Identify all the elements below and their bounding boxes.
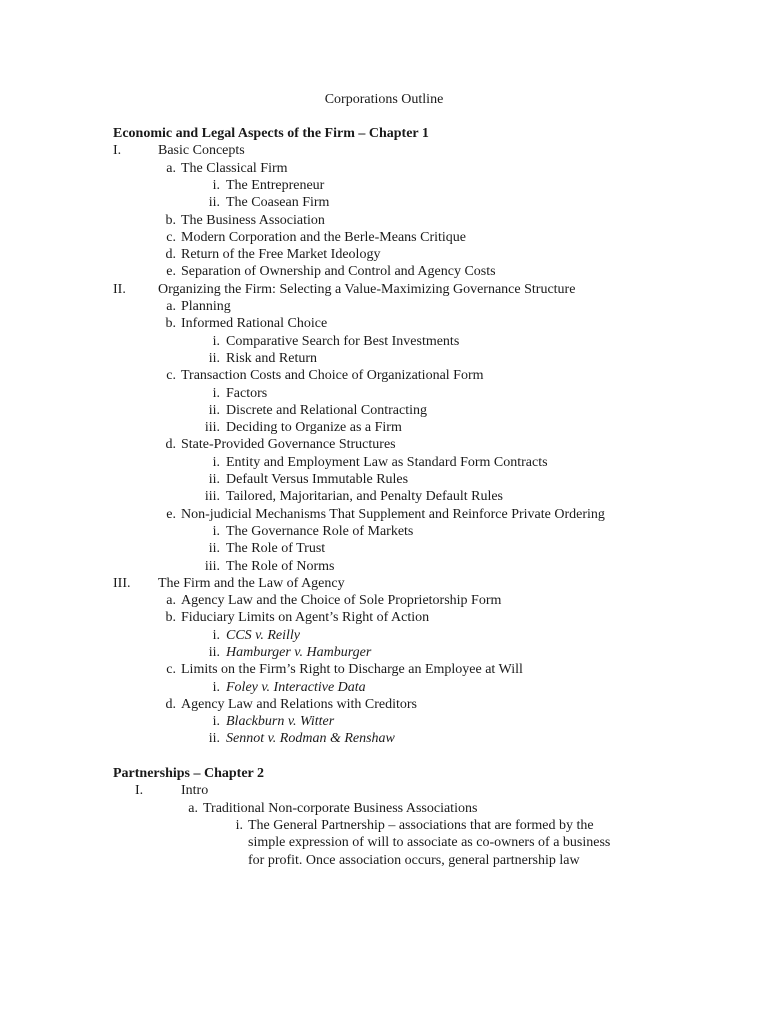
item-text: Informed Rational Choice	[181, 316, 328, 331]
section-title: Basic Concepts	[158, 143, 245, 158]
chapter-heading: Economic and Legal Aspects of the Firm – Chapter 1	[113, 126, 429, 141]
section-numeral: III.	[113, 576, 131, 591]
item-text: Limits on the Firm’s Right to Discharge an Employee at Will	[181, 662, 523, 677]
item-text: State-Provided Governance Structures	[181, 437, 396, 452]
item-text: Modern Corporation and the Berle-Means Critique	[181, 230, 466, 245]
item-text: Return of the Free Market Ideology	[181, 247, 381, 262]
document-title: Corporations Outline	[324, 92, 444, 107]
item-text: Agency Law and Relations with Creditors	[181, 697, 418, 712]
case-citation: Hamburger v. Hamburger	[226, 645, 372, 660]
subitem-numeral: i.	[212, 386, 220, 401]
item-letter: c.	[166, 662, 176, 677]
subitem-text: Default Versus Immutable Rules	[226, 472, 409, 487]
case-citation: Foley v. Interactive Data	[226, 680, 366, 695]
subitem-numeral: i.	[235, 818, 243, 833]
subitem-text: Discrete and Relational Contracting	[226, 403, 427, 418]
subitem-numeral: ii.	[208, 195, 220, 210]
subitem-text: Entity and Employment Law as Standard Form Contracts	[226, 455, 548, 470]
subitem-text: The Entrepreneur	[226, 178, 325, 193]
subitem-numeral: ii.	[208, 472, 220, 487]
item-text: Transaction Costs and Choice of Organizational Form	[181, 368, 484, 383]
subitem-text: The Coasean Firm	[226, 195, 330, 210]
subitem-text: Factors	[226, 386, 268, 401]
item-letter: d.	[165, 247, 176, 262]
subitem-numeral: ii.	[208, 731, 220, 746]
item-letter: e.	[166, 264, 176, 279]
section-numeral: II.	[113, 282, 126, 297]
item-text: Separation of Ownership and Control and Agency Costs	[181, 264, 496, 279]
item-text: Agency Law and the Choice of Sole Proprietorship Form	[181, 593, 502, 608]
subitem-numeral: i.	[212, 455, 220, 470]
subitem-text: The Governance Role of Markets	[226, 524, 414, 539]
chapter-heading: Partnerships – Chapter 2	[113, 766, 265, 781]
subitem-numeral: ii.	[208, 541, 220, 556]
subitem-numeral: ii.	[208, 351, 220, 366]
subitem-text: Tailored, Majoritarian, and Penalty Default Rules	[226, 489, 503, 504]
subitem-numeral: i.	[212, 680, 220, 695]
subitem-numeral: i.	[212, 334, 220, 349]
item-letter: a.	[166, 161, 176, 176]
case-citation: CCS v. Reilly	[226, 628, 300, 643]
subitem-text: Risk and Return	[226, 351, 317, 366]
case-citation: Sennot v. Rodman & Renshaw	[226, 731, 395, 746]
item-letter: a.	[166, 593, 176, 608]
item-letter: e.	[166, 507, 176, 522]
subitem-text-line: for profit. Once association occurs, general partnership law	[248, 853, 580, 868]
section-numeral: I.	[135, 783, 144, 798]
subitem-numeral: ii.	[208, 403, 220, 418]
item-letter: d.	[165, 697, 176, 712]
subitem-text: The Role of Norms	[226, 559, 335, 574]
section-title: Intro	[181, 783, 209, 798]
item-letter: c.	[166, 230, 176, 245]
item-letter: c.	[166, 368, 176, 383]
item-letter: b.	[165, 316, 176, 331]
subitem-numeral: i.	[212, 524, 220, 539]
item-text: Planning	[181, 299, 231, 314]
item-text: The Classical Firm	[181, 161, 288, 176]
item-letter: b.	[165, 610, 176, 625]
item-text: Non-judicial Mechanisms That Supplement and Reinforce Private Ordering	[181, 507, 605, 522]
section-numeral: I.	[113, 143, 122, 158]
subitem-text: Deciding to Organize as a Firm	[226, 420, 402, 435]
subitem-numeral: iii.	[204, 489, 220, 504]
subitem-numeral: i.	[212, 714, 220, 729]
section-title: Organizing the Firm: Selecting a Value-Maximizing Governance Structure	[158, 282, 576, 297]
item-text: The Business Association	[181, 213, 325, 228]
case-citation: Blackburn v. Witter	[226, 714, 335, 729]
subitem-numeral: ii.	[208, 645, 220, 660]
subitem-numeral: iii.	[204, 559, 220, 574]
subitem-text-line: simple expression of will to associate as co-owners of a business	[248, 835, 611, 850]
subitem-text-line: The General Partnership – associations that are formed by the	[248, 818, 594, 833]
subitem-numeral: i.	[212, 178, 220, 193]
item-letter: b.	[165, 213, 176, 228]
section-title: The Firm and the Law of Agency	[158, 576, 345, 591]
subitem-text: The Role of Trust	[226, 541, 326, 556]
item-letter: a.	[166, 299, 176, 314]
subitem-numeral: i.	[212, 628, 220, 643]
item-text: Traditional Non-corporate Business Associations	[203, 801, 478, 816]
subitem-numeral: iii.	[204, 420, 220, 435]
item-text: Fiduciary Limits on Agent’s Right of Action	[181, 610, 430, 625]
item-letter: a.	[188, 801, 198, 816]
item-letter: d.	[165, 437, 176, 452]
subitem-text: Comparative Search for Best Investments	[226, 334, 460, 349]
